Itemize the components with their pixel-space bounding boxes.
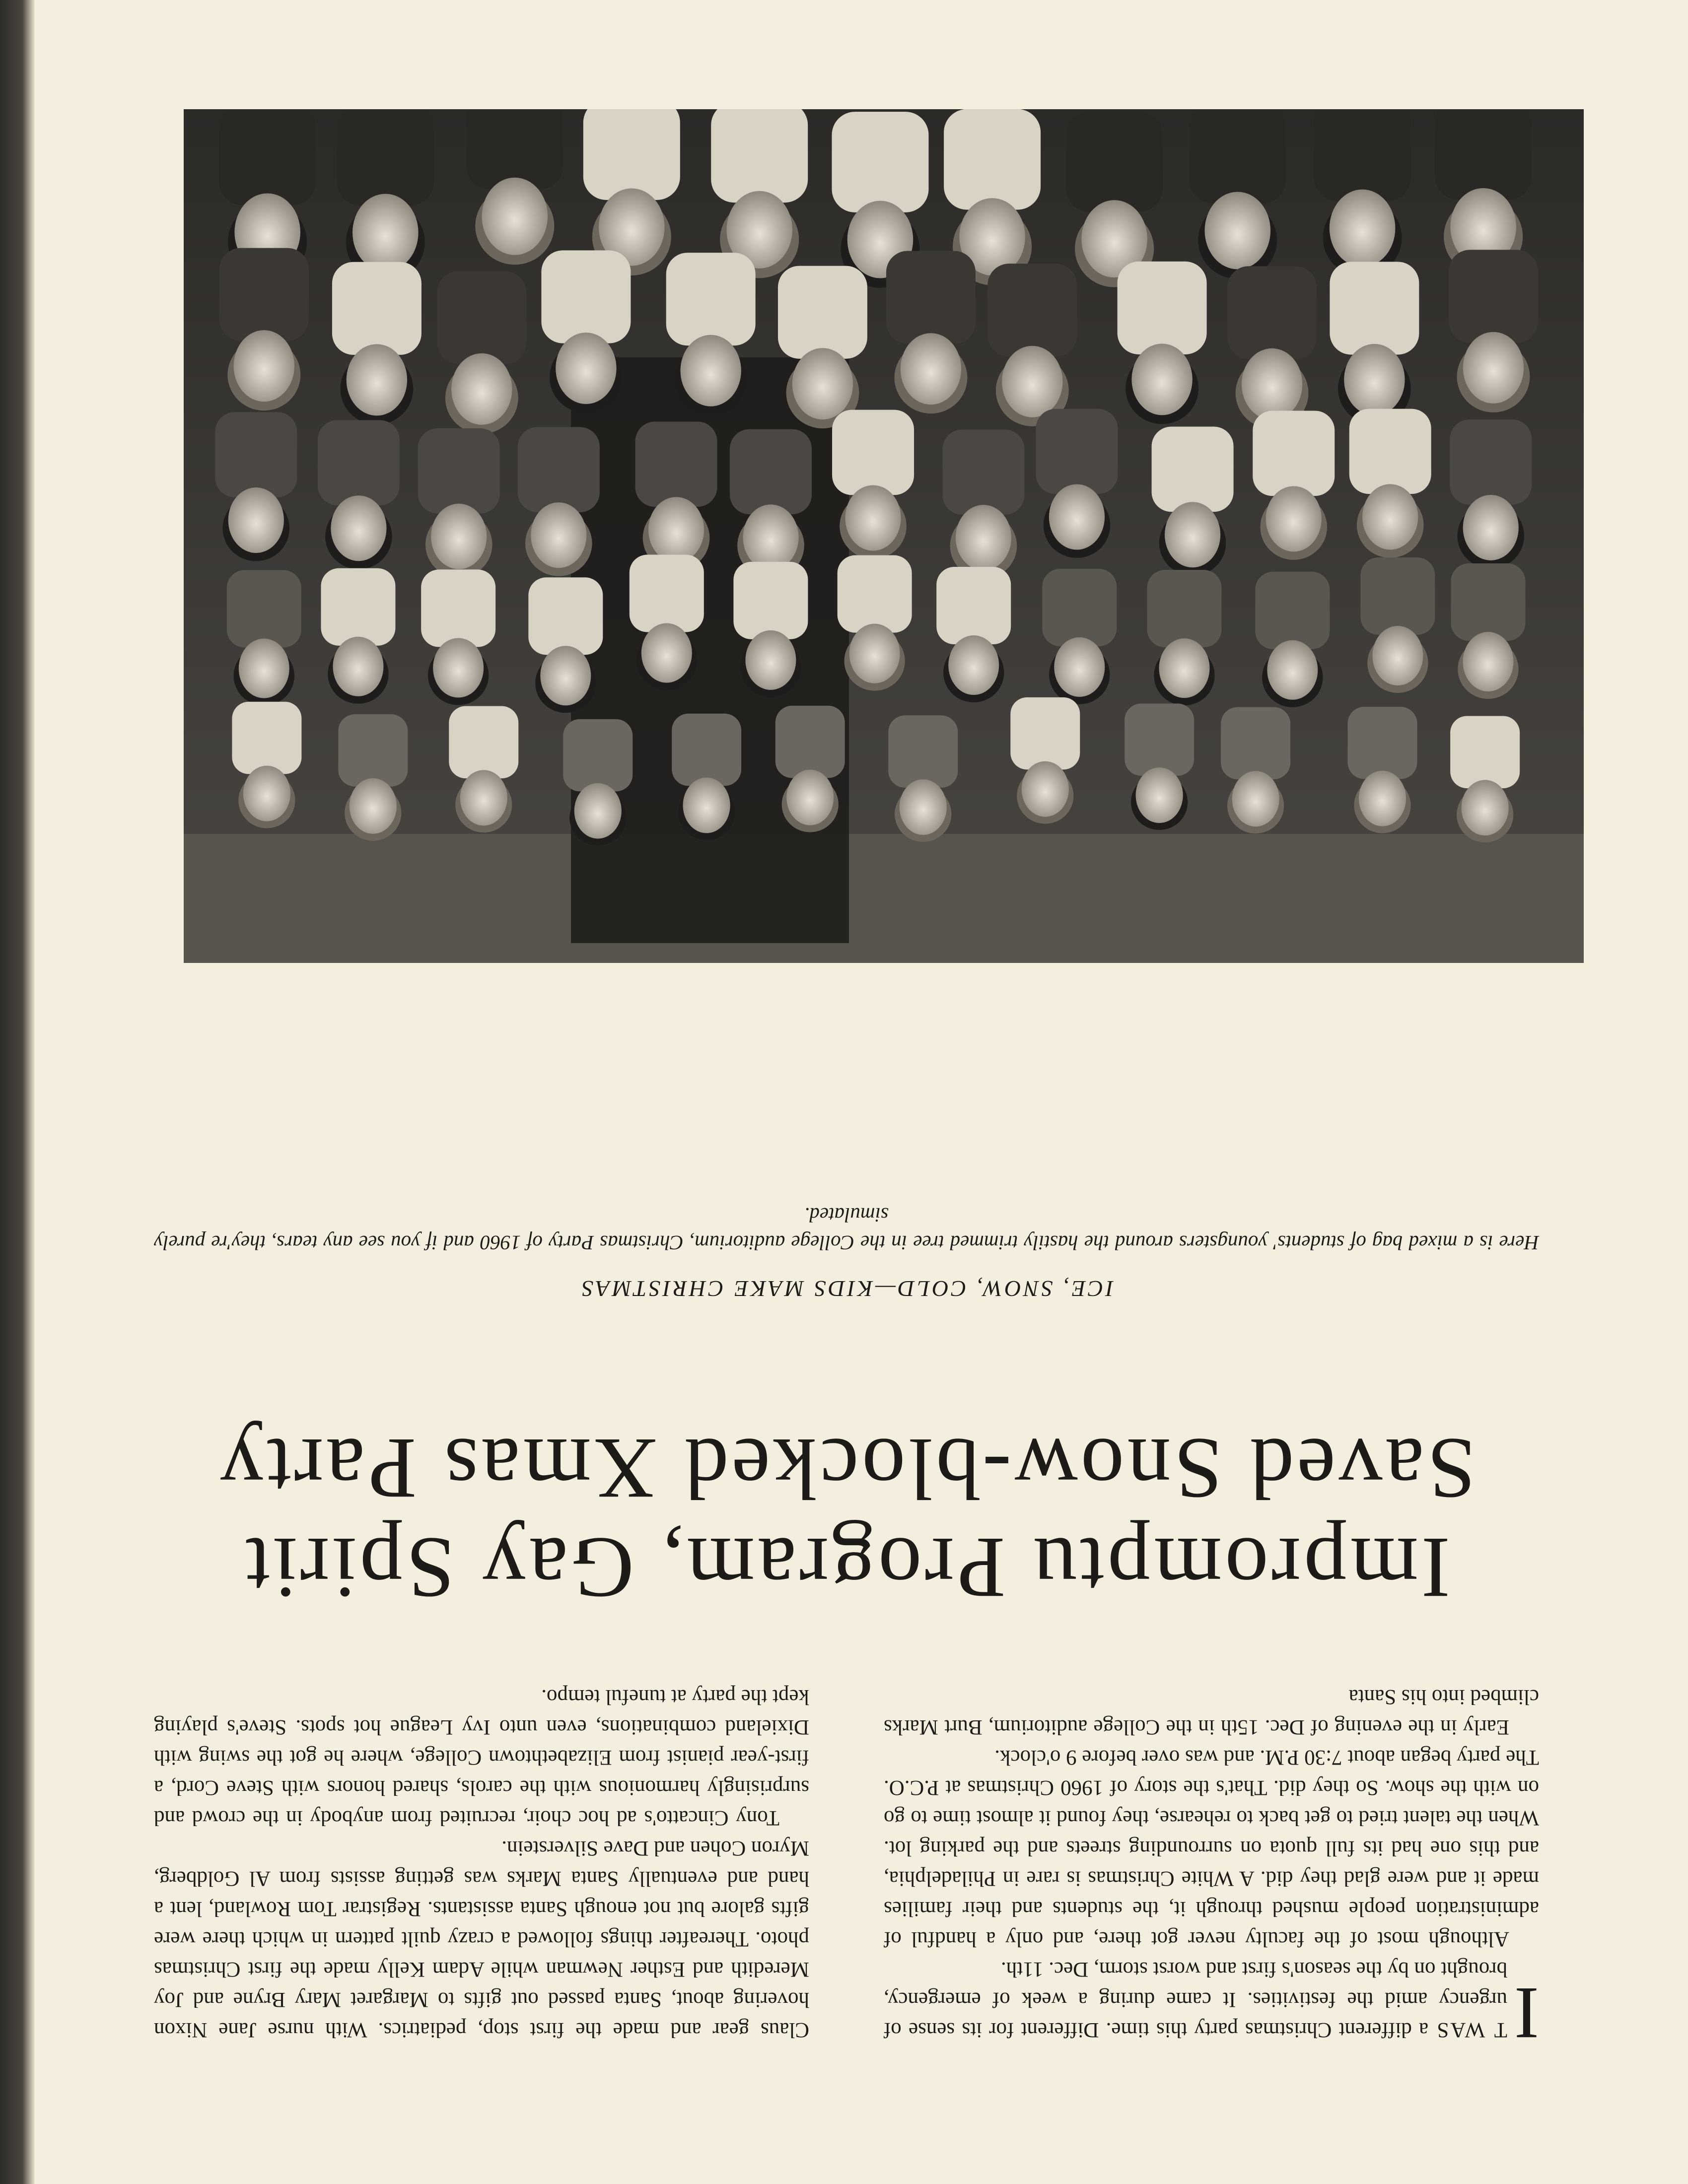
child-body bbox=[1036, 409, 1118, 494]
child-body bbox=[888, 715, 958, 788]
child-body bbox=[1125, 703, 1194, 776]
child-body bbox=[1227, 266, 1317, 359]
child-body bbox=[1450, 716, 1520, 788]
child-face bbox=[948, 635, 999, 695]
body-paragraph: Early in the evening of Dec. 15th in the College auditorium, Burt Marks climbed into his Santa bbox=[884, 1685, 1539, 1739]
child-body bbox=[1255, 572, 1330, 649]
lead-small-caps: T WAS bbox=[1435, 2018, 1508, 2042]
child-body bbox=[1118, 262, 1207, 354]
child-face bbox=[1359, 771, 1406, 826]
child-face bbox=[1344, 344, 1405, 415]
child-face bbox=[1463, 495, 1519, 560]
child-face bbox=[350, 778, 397, 834]
child-body bbox=[232, 702, 301, 774]
child-body bbox=[733, 562, 808, 639]
child-face bbox=[243, 766, 290, 821]
child-body bbox=[1189, 109, 1286, 204]
drop-cap: I bbox=[1514, 1972, 1539, 2054]
group-photo bbox=[184, 109, 1584, 963]
lead-paragraph bbox=[883, 1954, 1539, 2054]
child-face bbox=[451, 353, 512, 425]
child-body bbox=[449, 706, 518, 779]
child-face bbox=[1049, 484, 1105, 550]
child-face bbox=[1362, 484, 1418, 549]
child-face bbox=[347, 344, 407, 415]
child-body bbox=[1451, 563, 1525, 641]
child-body bbox=[1066, 111, 1163, 212]
child-face bbox=[1131, 343, 1192, 415]
child-body bbox=[838, 555, 912, 633]
child-body bbox=[1042, 569, 1117, 646]
headline-line-1: Impromptu Program, Gay Spirit bbox=[242, 1519, 1451, 1616]
lead-text: a different Christmas party this time. Different for its sense of urgency amid the festivities. It came during a week of emergency, brought on by the season's first and worst storm, Dec. 11th. bbox=[883, 1958, 1508, 2042]
child-body bbox=[466, 109, 563, 189]
child-face bbox=[849, 624, 900, 683]
child-face bbox=[1165, 502, 1220, 567]
child-face bbox=[1204, 192, 1270, 269]
child-body bbox=[886, 251, 976, 343]
child-body bbox=[332, 262, 422, 355]
child-body bbox=[1450, 419, 1532, 505]
child-face bbox=[333, 637, 383, 696]
child-face bbox=[228, 487, 284, 553]
child-body bbox=[1449, 250, 1538, 342]
child-body bbox=[421, 569, 495, 647]
child-face bbox=[1022, 761, 1069, 817]
child-body bbox=[832, 410, 914, 495]
child-face bbox=[482, 178, 548, 255]
child-face bbox=[239, 639, 289, 698]
child-face bbox=[352, 194, 419, 271]
child-face bbox=[743, 504, 798, 570]
photo-caption: Here is a mixed bag of students' youngsters around the hastily trimmed tree in the College auditorium, Christmas Party of 1960 and if you see any tears, they're purely simulated. bbox=[154, 1204, 1539, 1254]
child-body bbox=[227, 570, 301, 648]
child-face bbox=[1372, 626, 1423, 685]
child-body bbox=[778, 266, 867, 359]
child-face bbox=[648, 497, 704, 562]
child-body bbox=[635, 421, 717, 507]
child-face bbox=[234, 330, 294, 402]
child-face bbox=[1242, 348, 1302, 420]
child-body bbox=[1314, 109, 1411, 201]
page-binding-edge bbox=[0, 0, 35, 2184]
child-body bbox=[1360, 557, 1435, 635]
body-paragraph: Claus gear and made the first stop, pediatrics. With nurse Jane Nixon hovering about, Santa passed out gifts to Margaret Mary Bryne and Joy Meredith and Esther Newman while Adam Kelly made the first Christmas photo. Thereafter things followed a crazy quilt pattern in which there were gifts galore but not enough Santa assistants. Registrar Tom Rowland, lent a hand and eventually Santa Marks was getting assists from Al Goldberg, Myron Cohen and Dave Silverstein. bbox=[154, 1837, 809, 2042]
child-face bbox=[331, 495, 386, 561]
child-body bbox=[518, 427, 600, 512]
child-body bbox=[338, 714, 408, 787]
child-face bbox=[540, 646, 591, 705]
child-face bbox=[460, 770, 507, 825]
child-face bbox=[683, 777, 730, 833]
child-body bbox=[730, 429, 812, 515]
child-face bbox=[1266, 486, 1322, 551]
child-face bbox=[680, 335, 741, 407]
photo-kicker: ICE, SNOW, COLD—KIDS MAKE CHRISTMAS bbox=[579, 1276, 1114, 1301]
child-body bbox=[337, 109, 434, 205]
article-column-left bbox=[883, 1682, 1539, 2054]
child-face bbox=[1002, 346, 1062, 417]
child-face bbox=[1330, 190, 1396, 267]
child-body bbox=[936, 567, 1011, 644]
child-body bbox=[219, 109, 316, 205]
child-face bbox=[433, 638, 484, 697]
photo-wall-panel bbox=[184, 834, 1584, 963]
child-body bbox=[528, 577, 603, 655]
child-face bbox=[531, 502, 586, 568]
child-face bbox=[1267, 640, 1318, 700]
child-face bbox=[792, 348, 853, 419]
child-body bbox=[1152, 426, 1234, 512]
child-body bbox=[219, 248, 309, 341]
child-body bbox=[318, 420, 400, 505]
child-face bbox=[641, 623, 692, 683]
child-face bbox=[745, 630, 796, 690]
child-body bbox=[215, 412, 297, 497]
child-face bbox=[845, 485, 901, 550]
child-body bbox=[1349, 409, 1431, 494]
child-body bbox=[563, 719, 633, 792]
headline-line-2: Saved Snow-blocked Xmas Party bbox=[217, 1420, 1476, 1517]
child-face bbox=[956, 505, 1011, 570]
child-body bbox=[583, 109, 680, 200]
child-body bbox=[630, 555, 704, 632]
child-face bbox=[1136, 767, 1183, 823]
child-body bbox=[1221, 707, 1290, 779]
child-face bbox=[1232, 771, 1279, 826]
child-body bbox=[321, 568, 395, 646]
child-body bbox=[775, 706, 845, 778]
child-body bbox=[1010, 697, 1080, 770]
child-body bbox=[1330, 262, 1419, 354]
headline bbox=[154, 1419, 1539, 1617]
child-face bbox=[574, 783, 622, 839]
child-body bbox=[541, 250, 631, 343]
child-face bbox=[786, 770, 834, 825]
article-column-right bbox=[154, 1682, 809, 2045]
group-photo-illustration bbox=[184, 109, 1584, 963]
child-body bbox=[832, 112, 928, 212]
child-body bbox=[987, 264, 1077, 356]
child-body bbox=[711, 109, 808, 203]
child-face bbox=[556, 333, 616, 404]
child-face bbox=[900, 779, 947, 835]
child-face bbox=[1054, 637, 1105, 697]
child-face bbox=[1159, 638, 1209, 698]
child-face bbox=[901, 333, 961, 405]
body-paragraph: Tony Cincatto's ad hoc choir, recruited from anybody in the crowd and surprisingly harmonious with the carols, shared honors with Steve Cord, a first-year pianist from Elizabethtown College, where he got the swing with Dixieland combinations, even unto Ivy League hot spots. Steve's playing kept the party at tuneful tempo. bbox=[154, 1685, 809, 1830]
child-body bbox=[1147, 570, 1221, 647]
child-body bbox=[1253, 411, 1335, 496]
child-body bbox=[1347, 707, 1417, 779]
child-face bbox=[1462, 780, 1509, 835]
child-body bbox=[672, 714, 741, 786]
child-body bbox=[437, 271, 526, 364]
child-face bbox=[1463, 632, 1513, 691]
article-columns bbox=[154, 1682, 1539, 2054]
child-body bbox=[1435, 109, 1532, 200]
child-body bbox=[942, 429, 1024, 515]
child-body bbox=[666, 253, 756, 345]
child-body bbox=[944, 109, 1041, 210]
child-face bbox=[431, 504, 487, 569]
child-body bbox=[418, 428, 500, 514]
article bbox=[154, 1201, 1539, 2054]
child-face bbox=[1463, 332, 1524, 404]
body-paragraph: Although most of the faculty never got there, and only a handful of administration people mushed through it, the students and their families made it and were glad they did. A White Christmas is rare in Philadelphia, and this one had its full quota on surrounding streets and the parking lot. When the talent tried to get back to rehearse, they found it almost time to go on with the show. So they did. That's the story of 1960 Christmas at P.C.O. The party began about 7:30 P.M. and was over before 9 o'clock. bbox=[884, 1746, 1539, 1951]
